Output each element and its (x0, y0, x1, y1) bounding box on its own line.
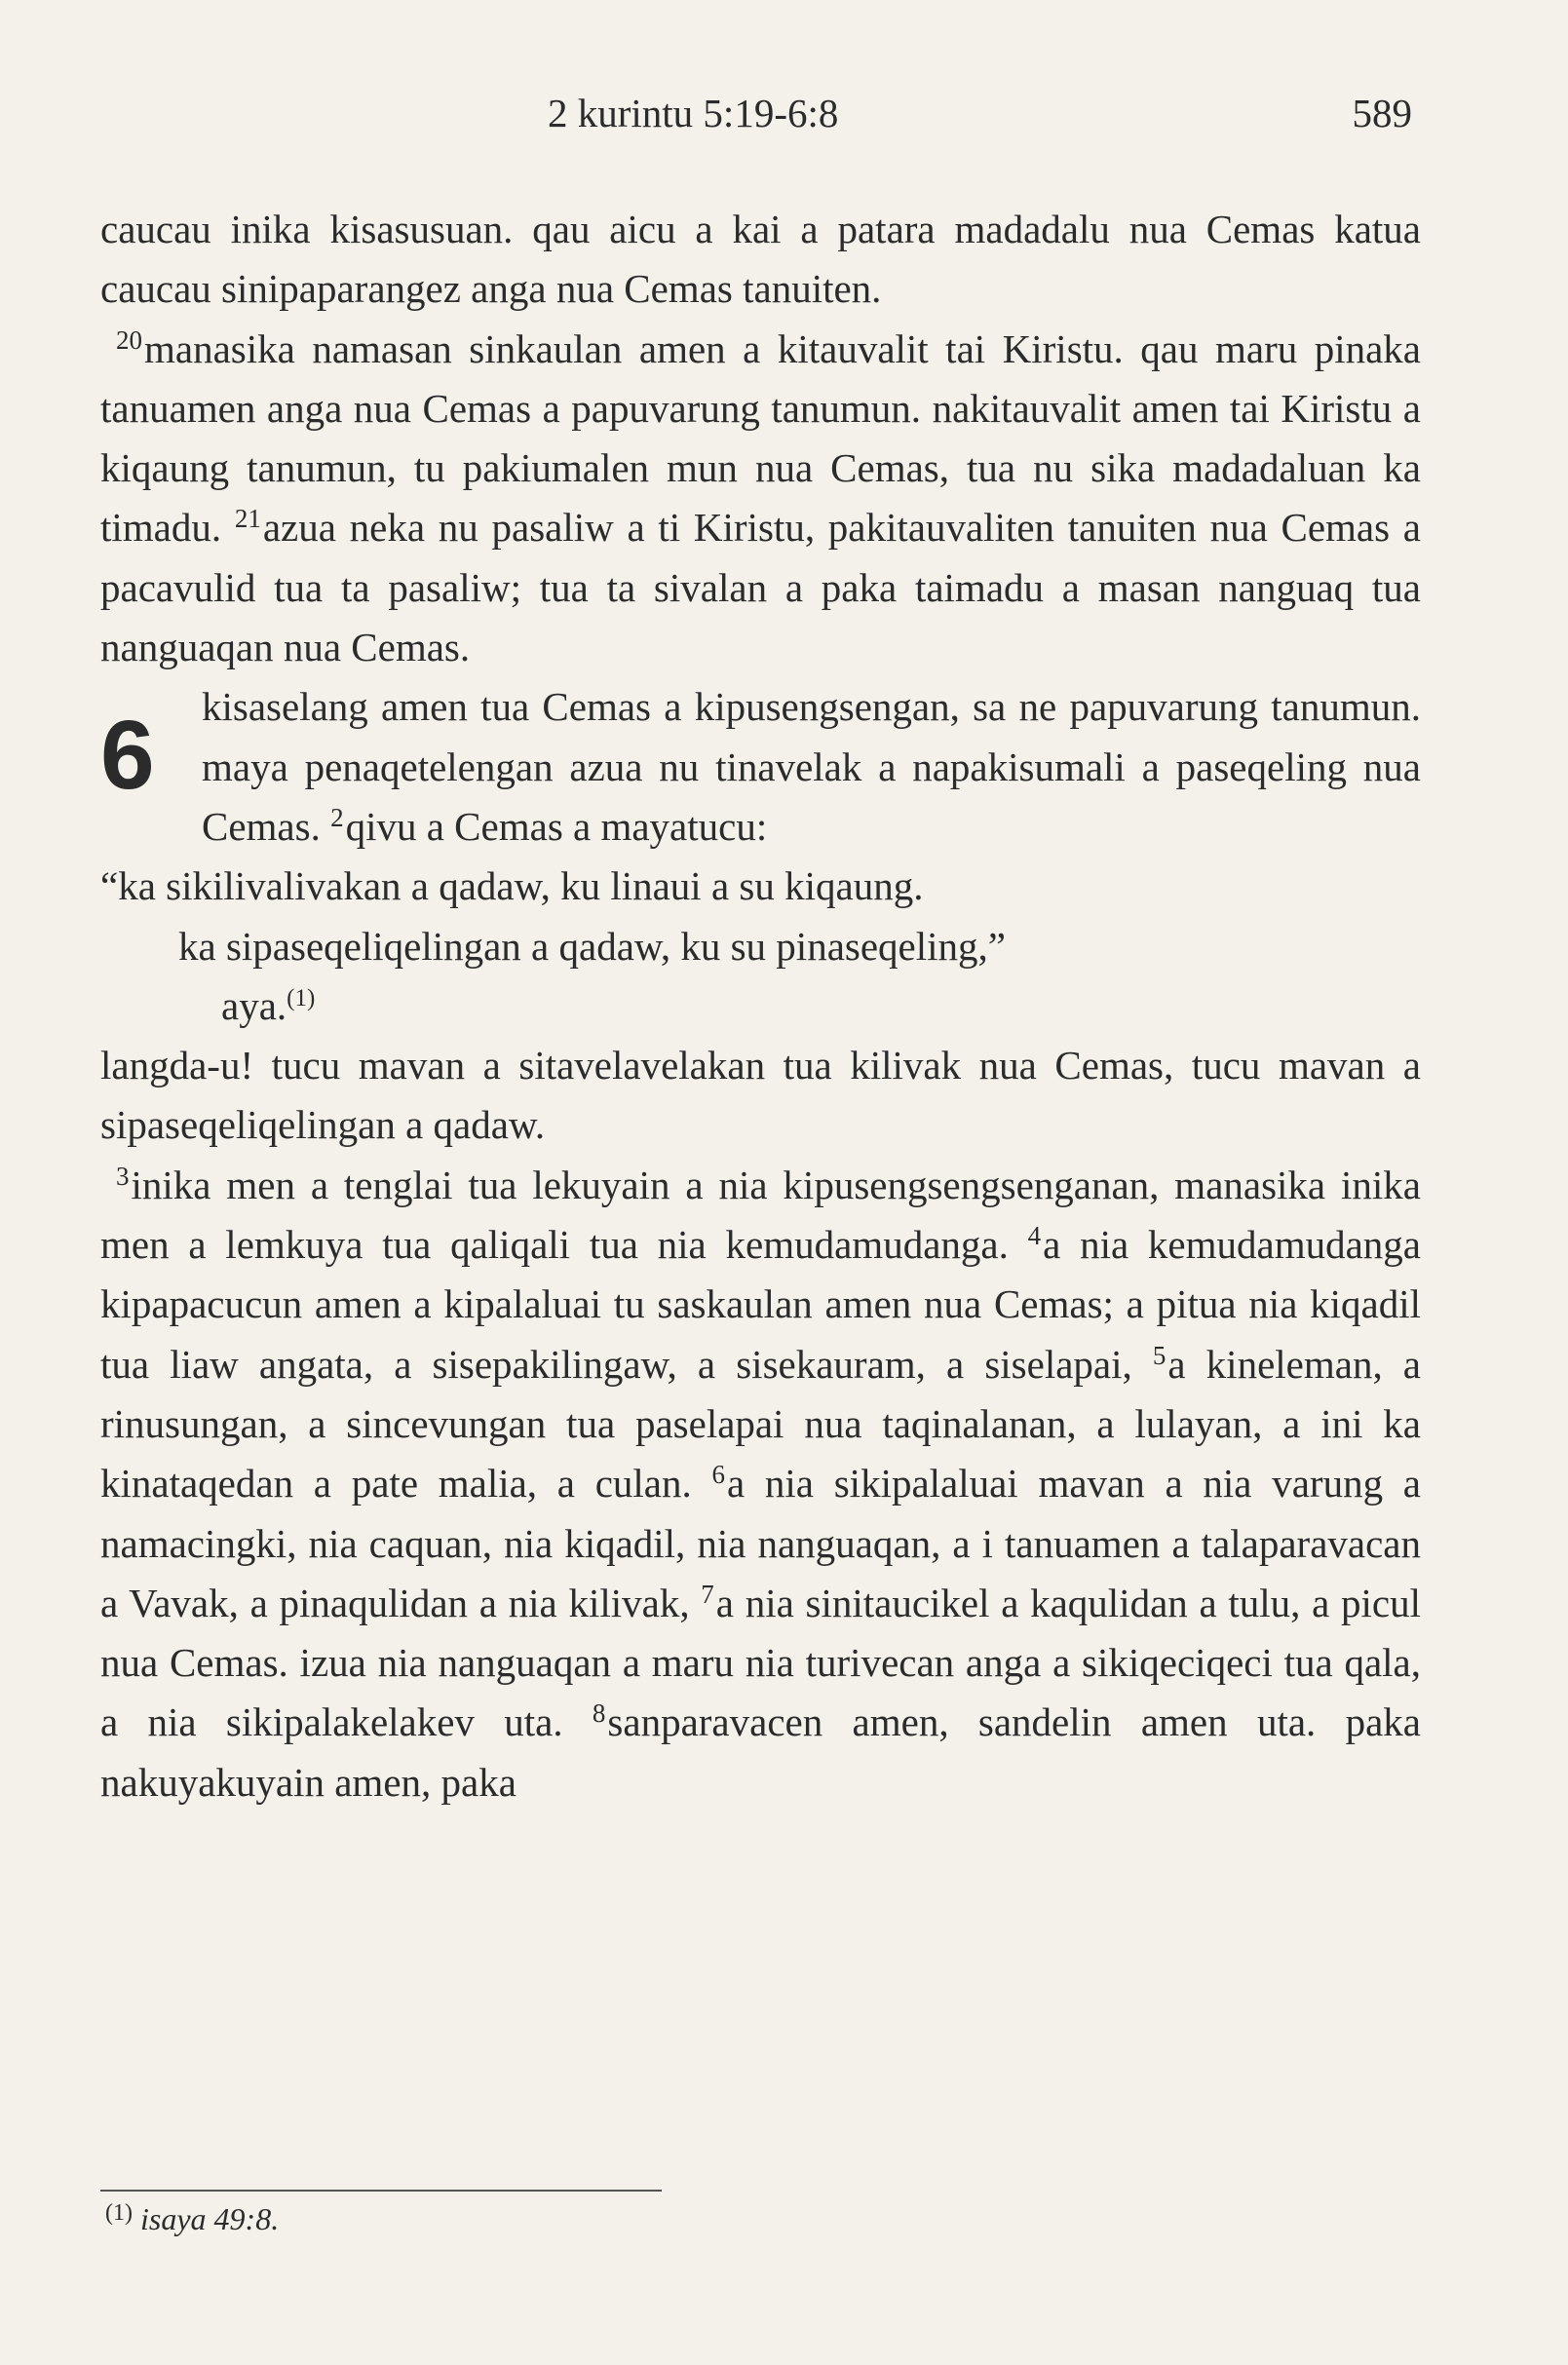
verse-number: 6 (711, 1460, 725, 1490)
page-number: 589 (1352, 91, 1412, 135)
poem-line: ka sipaseqeliqelingan a qadaw, ku su pinaseqeling,” (178, 923, 1006, 969)
text-body (100, 200, 1421, 1812)
verse-3: $^3$inika men a tenglai tua lekuyain a nia kipusengsengsenganan, manasika inika men a lemkuya tua qaliqali tua nia kemudamudanga. $^4$a nia kemudamudanga kipapacucun amen a kipalaluai tu saskaulan amen nua Cemas; a pitua nia kiqadil tua liaw angata, a sisepakilingaw, a sisekauram, a siselapai, $^5$a kineleman, a rinusungan, a sincevungan tua paselapai nua taqinalanan, a lulayan, a ini ka kinataqedan a pate malia, a culan. $^6$a nia sikipalaluai mavan a nia varung a namacingki, nia caquan, nia kiqadil, nia nanguaqan, a i tanuamen a talaparavacan a Vavak, a pinaqulidan a nia kilivak, $^7$a nia sinitaucikel a kaqulidan a tulu, a picul nua Cemas. izua nia nanguaqan a maru nia turivecan anga a sikiqeciqeci tua qala, a nia sikipalakelakev uta. $^8$sanparavacen amen, sandelin amen uta. paka nakuyakuyain amen, paka (100, 1161, 1422, 1805)
footnote-text: isaya 49:8. (139, 2201, 280, 2236)
verse-number: 20 (116, 324, 142, 355)
verse-number: 3 (116, 1161, 130, 1191)
footnote-divider (100, 2190, 662, 2192)
verse-number: 5 (1152, 1340, 1166, 1370)
poem-line: aya.$^{(1)}$ (221, 982, 316, 1028)
verse-number: 4 (1027, 1221, 1042, 1251)
verse-number: 7 (701, 1579, 714, 1609)
chapter-6-opening: 6 kisaselang amen tua Cemas a kipusengsengan, sa ne papuvarung tanumun. maya penaqetelengan azua nu tinavelak a napakisumali a paseqeling nua Cemas. $^2$qivu a Cemas a mayatucu: (100, 684, 1421, 849)
header-title: 2 kurintu 5:19-6:8 (548, 91, 839, 135)
verse-number: 8 (592, 1698, 606, 1729)
running-header (0, 90, 1568, 148)
verse-number: 21 (234, 504, 261, 534)
paragraph-continuation: caucau inika kisasusuan. qau aicu a kai a patara madadalu nua Cemas katua caucau sinipaparangez anga nua Cemas tanuiten. (100, 207, 1421, 312)
footnote-reference[interactable]: (1) (287, 984, 316, 1011)
poem-line: “ka sikilivalivakan a qadaw, ku linaui a su kiqaung. (100, 863, 924, 909)
footnote (105, 2200, 279, 2237)
footnote-marker: (1) (105, 2200, 133, 2226)
paragraph: langda-u! tucu mavan a sitavelavelakan tua kilivak nua Cemas, tucu mavan a sipaseqeliqelingan a qadaw. (100, 1043, 1421, 1148)
verse-number: 2 (330, 802, 344, 832)
verse-20: $^{20}$manasika namasan sinkaulan amen a kitauvalit tai Kiristu. qau maru pinaka tanuamen anga nua Cemas a papuvarung tanumun. nakitauvalit amen tai Kiristu a kiqaung tanumun, tu pakiumalen mun nua Cemas, tua nu sika madadaluan ka timadu. $^{21}$azua neka nu pasaliw a ti Kiristu, pakitauvaliten tanuiten nua Cemas a pacavulid tua ta pasaliw; tua ta sivalan a paka taimadu a masan nanguaq tua nanguaqan nua Cemas. (100, 324, 1422, 670)
chapter-number: 6 (100, 701, 155, 811)
